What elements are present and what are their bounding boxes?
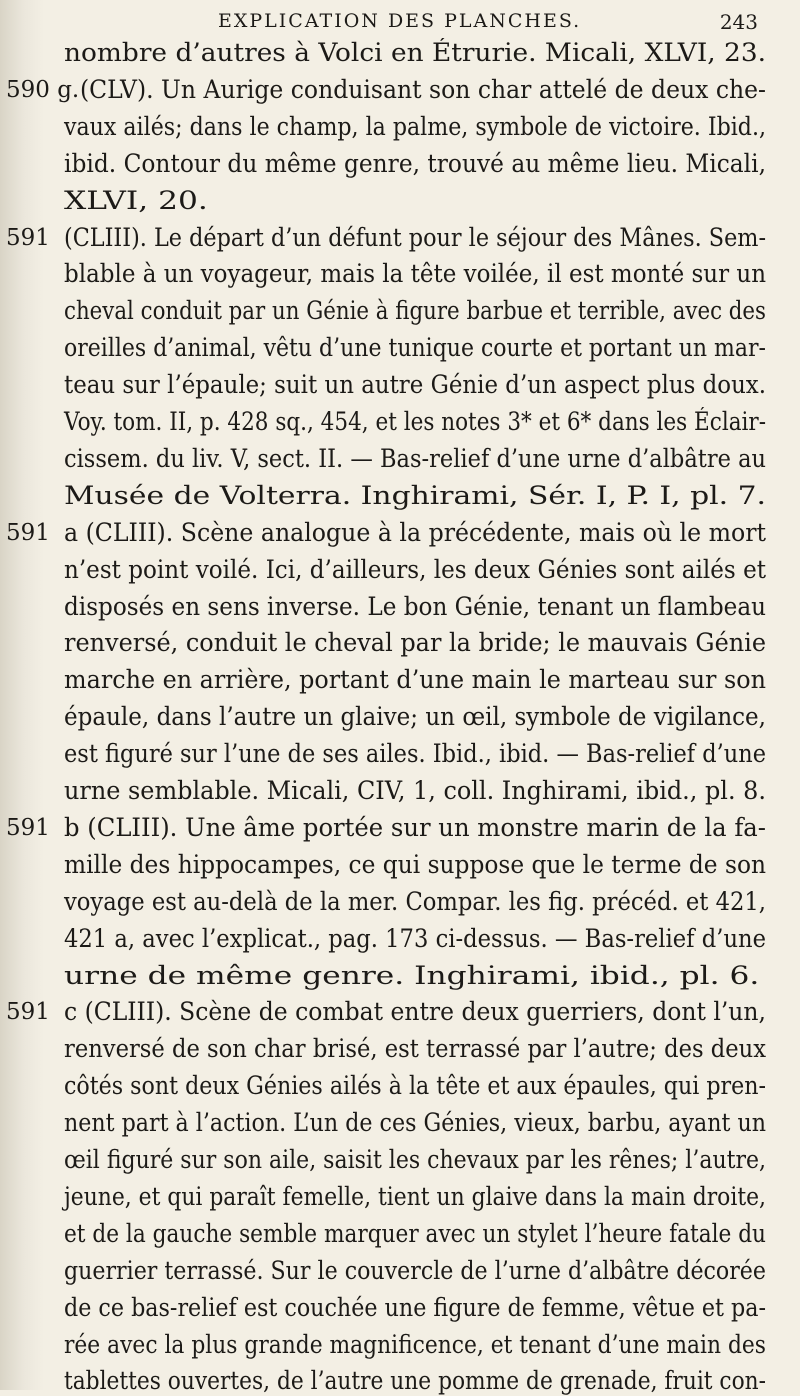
text-line: de ce bas-relief est couchée une figure de femme, vêtue et pa- (64, 1292, 766, 1322)
text-line: ibid. Contour du même genre, trouvé au même lieu. Micali, (64, 148, 766, 178)
text-line: (CLV). Un Aurige conduisant son char attelé de deux che- (80, 74, 766, 104)
text-line: rée avec la plus grande magnificence, et tenant d’une main des (64, 1329, 766, 1359)
text-line: cissem. du liv. V, sect. II. — Bas-relief d’une urne d’albâtre au (64, 443, 766, 473)
text-line: oreilles d’animal, vêtu d’une tunique courte et portant un mar- (64, 333, 766, 363)
text-line: a (CLIII). Scène analogue à la précédente, mais où le mort (64, 517, 766, 547)
page-gutter-edge (0, 0, 44, 1390)
text-line: nombre d’autres à Volci en Étrurie. Micali, XLVI, 23. (64, 38, 766, 67)
text-line: est figuré sur l’une de ses ailes. Ibid., ibid. — Bas-relief d’une (64, 739, 766, 769)
text-line: renversé de son char brisé, est terrassé par l’autre; des deux (64, 1034, 766, 1064)
text-line: urne semblable. Micali, CIV, 1, coll. Inghirami, ibid., pl. 8. (64, 776, 766, 805)
text-line: guerrier terrassé. Sur le couvercle de l’urne d’albâtre décorée (64, 1255, 766, 1285)
text-line: blable à un voyageur, mais la tête voilée, il est monté sur un (64, 259, 766, 289)
text-line: jeune, et qui paraît femelle, tient un glaive dans la main droite, (64, 1181, 766, 1211)
page-number: 243 (719, 10, 758, 34)
text-line: (CLIII). Le départ d’un défunt pour le séjour des Mânes. Sem- (64, 222, 766, 252)
text-line: et de la gauche semble marquer avec un stylet l’heure fatale du (64, 1218, 766, 1248)
text-line: marche en arrière, portant d’une main le marteau sur son (64, 665, 766, 695)
text-line: renversé, conduit le cheval par la bride; le mauvais Génie (64, 628, 766, 658)
text-line: mille des hippocampes, ce qui suppose que le terme de son (64, 849, 766, 879)
text-line: XLVI, 20. (64, 185, 208, 215)
running-header (218, 10, 780, 40)
running-header-title: EXPLICATION DES PLANCHES. (218, 10, 582, 32)
text-line: Voy. tom. II, p. 428 sq., 454, et les notes 3* et 6* dans les Éclair- (64, 407, 766, 436)
text-line: urne de même genre. Inghirami, ibid., pl. 6. (64, 960, 760, 990)
margin-figure-number: 591 (6, 224, 50, 251)
text-line: voyage est au-delà de la mer. Compar. les fig. précéd. et 421, (64, 886, 766, 916)
text-line: c (CLIII). Scène de combat entre deux guerriers, dont l’un, (64, 997, 766, 1027)
text-line: 421 a, avec l’explicat., pag. 173 ci-dessus. — Bas-relief d’une (64, 923, 766, 953)
text-line: Musée de Volterra. Inghirami, Sér. I, P. I, pl. 7. (64, 480, 766, 510)
text-line: n’est point voilé. Ici, d’ailleurs, les deux Génies sont ailés et (64, 554, 766, 584)
text-line: cheval conduit par un Génie à figure barbue et terrible, avec des (64, 296, 766, 326)
margin-figure-number: 590 g. (6, 76, 80, 103)
text-line: vaux ailés; dans le champ, la palme, symbole de victoire. Ibid., (64, 111, 766, 141)
text-line: b (CLIII). Une âme portée sur un monstre marin de la fa- (64, 812, 766, 842)
text-line: disposés en sens inverse. Le bon Génie, tenant un flambeau (64, 591, 766, 621)
text-line: tablettes ouvertes, de l’autre une pomme de grenade, fruit con- (64, 1366, 766, 1396)
margin-figure-number: 591 (6, 519, 50, 546)
text-line: côtés sont deux Génies ailés à la tête et aux épaules, qui pren- (64, 1071, 766, 1101)
margin-figure-number: 591 (6, 999, 50, 1026)
text-line: nent part à l’action. L’un de ces Génies, vieux, barbu, ayant un (64, 1108, 766, 1138)
text-line: œil figuré sur son aile, saisit les chevaux par les rênes; l’autre, (64, 1145, 766, 1174)
text-line: épaule, dans l’autre un glaive; un œil, symbole de vigilance, (64, 702, 766, 732)
text-line: teau sur l’épaule; suit un autre Génie d’un aspect plus doux. (64, 370, 766, 400)
margin-figure-number: 591 (6, 814, 50, 841)
